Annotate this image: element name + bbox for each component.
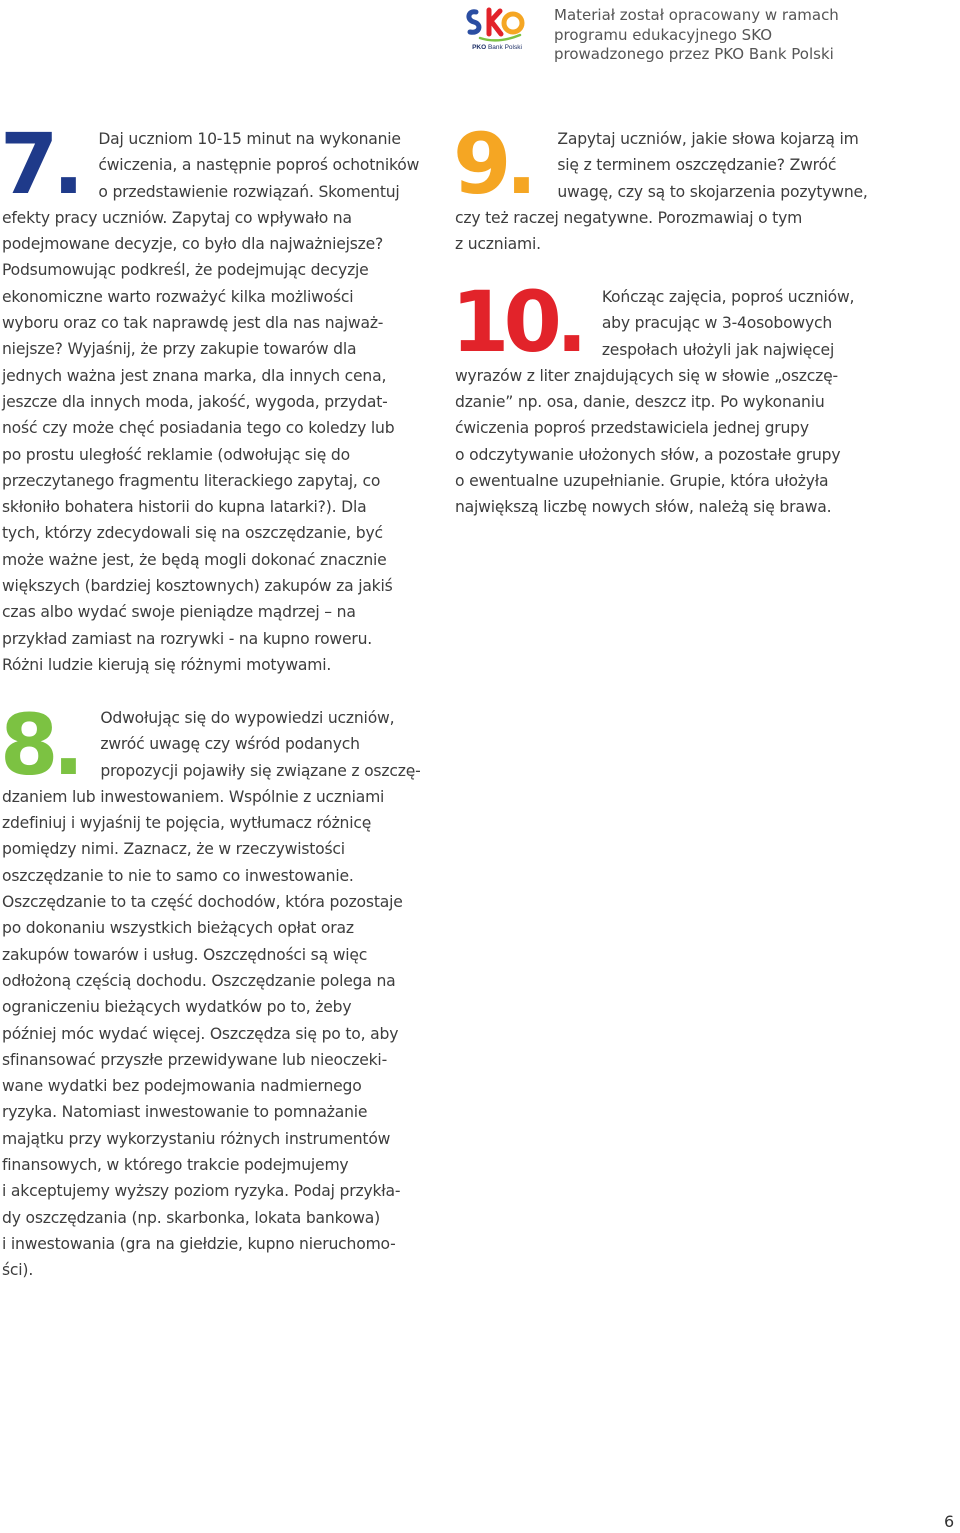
text-line: większych (bardziej kosztownych) zakupów za jakiś: [2, 577, 393, 596]
text-line: ekonomiczne warto rozważyć kilka możliwości: [2, 287, 354, 306]
page-number: 6: [944, 1512, 955, 1531]
section-number-7: 7.: [0, 115, 79, 213]
text-line: czas albo wydać swoje pieniądze mądrzej – na: [2, 603, 356, 622]
header-line: prowadzonego przez PKO Bank Polski: [554, 45, 834, 63]
text-line: później móc wydać więcej. Oszczędza się po to, aby: [2, 1024, 399, 1043]
text-line: jednych ważna jest znana marka, dla innych cena,: [2, 366, 387, 385]
section-text-7: [2, 126, 422, 678]
text-line: o odczytywanie ułożonych słów, a pozostałe grupy: [455, 445, 841, 464]
text-line: po dokonaniu wszystkich bieżących opłat oraz: [2, 919, 354, 938]
text-line: zespołach ułożyli jak najwięcej: [601, 340, 835, 359]
section-number-8: 8.: [0, 696, 79, 794]
text-line: może ważne jest, że będą mogli dokonać znacznie: [2, 550, 387, 569]
text-line: z uczniami.: [455, 235, 541, 254]
text-line: o przedstawienie rozwiązań. Skomentuj: [98, 182, 400, 201]
text-line: majątku przy wykorzystaniu różnych instrumentów: [2, 1129, 391, 1148]
text-line: oszczędzanie to nie to samo co inwestowanie.: [2, 866, 354, 885]
section-text-8: [0, 696, 422, 1284]
text-line: ograniczeniu bieżących wydatków po to, żeby: [2, 998, 352, 1017]
section-number-9: 9.: [453, 115, 532, 213]
text-line: sfinansować przyszłe przewidywane lub nieoczeki-: [2, 1050, 387, 1069]
text-line: Daj uczniom 10-15 minut na wykonanie: [98, 130, 401, 148]
section-number-10: 10.: [451, 273, 582, 371]
text-line: po prostu uległość reklamie (odwołując się do: [2, 445, 350, 464]
text-line: tych, którzy zdecydowali się na oszczędzanie, być: [2, 524, 383, 543]
text-line: przeczytanego fragmentu literackiego zapytaj, co: [2, 471, 381, 490]
text-line: ćwiczenia, a następnie poproś ochotników: [98, 156, 420, 175]
text-line: niejsze? Wyjaśnij, że przy zakupie towarów dla: [2, 340, 357, 359]
text-line: się z terminem oszczędzanie? Zwróć: [557, 156, 837, 175]
text-line: efekty pracy uczniów. Zapytaj co wpływało na: [2, 208, 352, 227]
text-line: jeszcze dla innych moda, jakość, wygoda, przydat-: [2, 392, 388, 411]
text-line: ćwiczenia poproś przedstawiciela jednej grupy: [455, 419, 809, 438]
text-line: ryzyka. Natomiast inwestowanie to pomnażanie: [2, 1103, 368, 1122]
text-line: Kończąc zajęcia, poproś uczniów,: [601, 288, 855, 306]
text-line: Podsumowując podkreśl, że podejmując decyzje: [2, 261, 369, 280]
text-line: finansowych, w którego trakcie podejmujemy: [2, 1156, 349, 1175]
header-line: programu edukacyjnego SKO: [554, 25, 773, 44]
text-line: czy też raczej negatywne. Porozmawiaj o tym: [455, 208, 803, 227]
text-line: uwagę, czy są to skojarzenia pozytywne,: [557, 182, 868, 201]
section-8: [0, 696, 422, 1284]
text-line: aby pracując w 3-4osobowych: [601, 314, 833, 333]
text-line: ność czy może chęć posiadania tego co koledzy lub: [2, 419, 395, 438]
section-10: [451, 273, 895, 521]
text-line: i akceptujemy wyższy poziom ryzyka. Podaj przykła-: [2, 1182, 401, 1201]
section-9: [453, 115, 895, 257]
text-line: największą liczbę nowych słów, należą się brawa.: [455, 498, 832, 517]
header-note: [554, 6, 839, 65]
section-7: [0, 115, 422, 678]
text-line: odłożoną częścią dochodu. Oszczędzanie polega na: [2, 971, 396, 990]
text-line: ści).: [2, 1261, 34, 1280]
text-line: Odwołując się do wypowiedzi uczniów,: [100, 709, 395, 727]
text-line: pomiędzy nimi. Zaznacz, że w rzeczywistości: [2, 840, 345, 859]
text-line: zakupów towarów i usług. Oszczędności są więc: [2, 945, 368, 964]
text-line: Oszczędzanie to ta część dochodów, która pozostaje: [2, 893, 403, 912]
text-line: skłoniło bohatera historii do kupna latarki?). Dla: [2, 498, 367, 517]
header-line: Materiał został opracowany w ramach: [554, 6, 839, 24]
text-line: o ewentualne uzupełnianie. Grupie, która ułożyła: [455, 472, 829, 491]
text-line: zwróć uwagę czy wśród podanych: [100, 735, 360, 754]
logo-subtitle: PKO Bank Polski: [472, 44, 522, 51]
text-line: i inwestowania (gra na giełdzie, kupno nieruchomo-: [2, 1234, 396, 1253]
text-line: wyboru oraz co tak naprawdę jest dla nas najważ-: [2, 314, 384, 333]
text-line: Zapytaj uczniów, jakie słowa kojarzą im: [557, 130, 859, 148]
text-line: wyrazów z liter znajdujących się w słowie „oszczę-: [455, 366, 838, 385]
text-line: wane wydatki bez podejmowania nadmiernego: [2, 1077, 362, 1096]
text-line: dzaniem lub inwestowaniem. Wspólnie z uczniami: [2, 787, 385, 806]
sko-logo-graphic: [462, 2, 532, 46]
text-line: dy oszczędzania (np. skarbonka, lokata bankowa): [2, 1208, 380, 1227]
text-line: zdefiniuj i wyjaśnij te pojęcia, wytłumacz różnicę: [2, 814, 372, 833]
text-line: podejmowane decyzje, co było dla najważniejsze?: [2, 235, 384, 254]
text-line: Różni ludzie kierują się różnymi motywami.: [2, 655, 332, 674]
text-line: przykład zamiast na rozrywki - na kupno roweru.: [2, 629, 373, 648]
text-line: propozycji pojawiły się związane z oszczę-: [100, 761, 421, 780]
sko-logo: [462, 2, 532, 60]
text-line: dzanie” np. osa, danie, deszcz itp. Po wykonaniu: [455, 393, 825, 412]
